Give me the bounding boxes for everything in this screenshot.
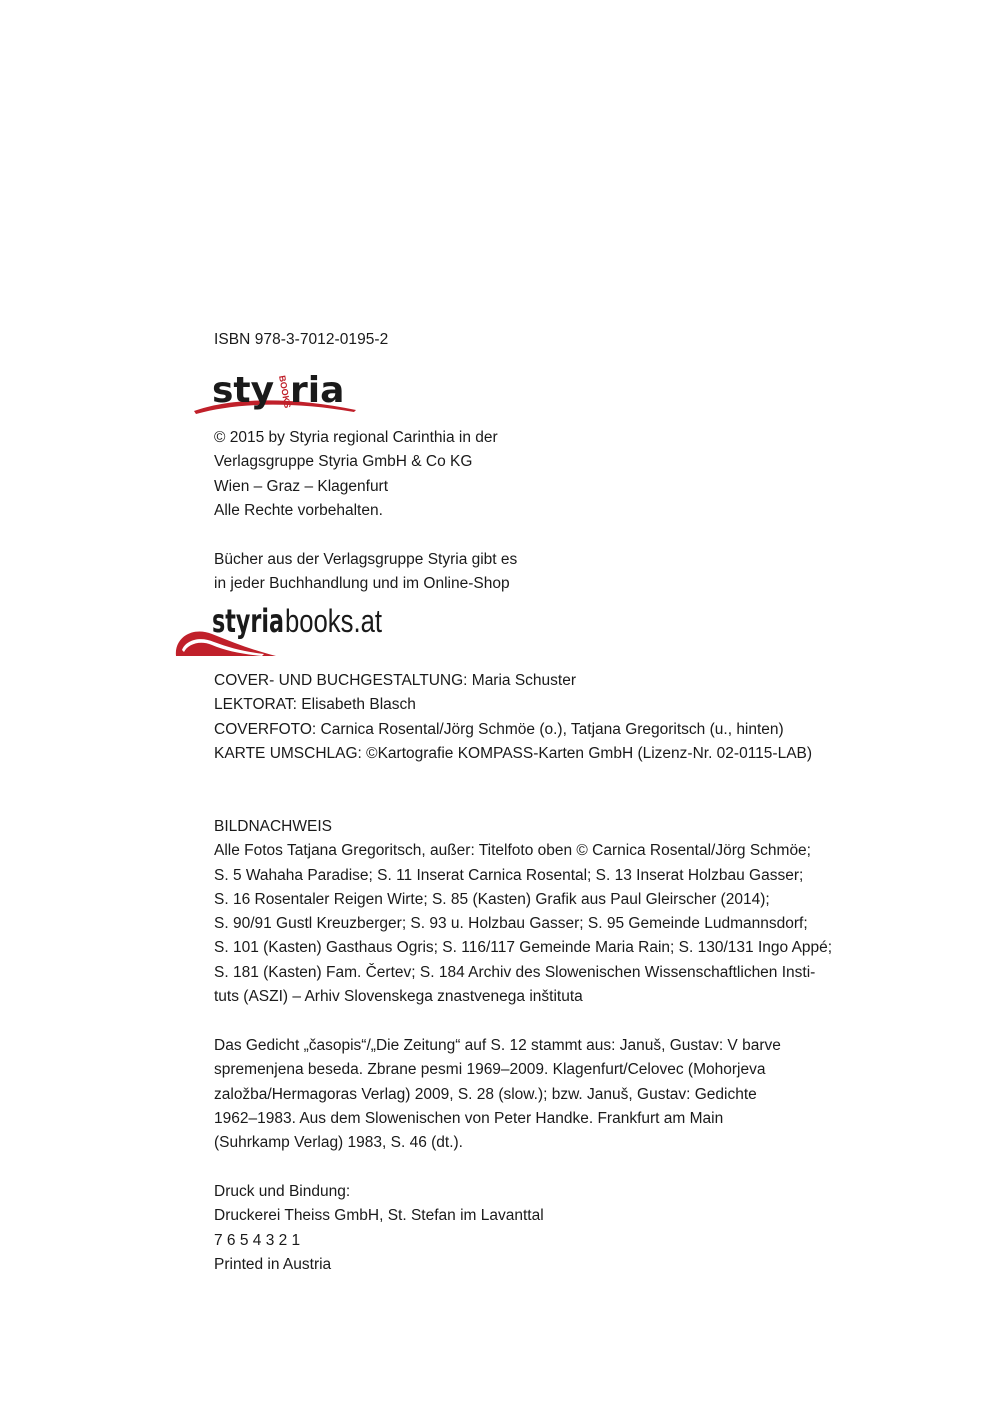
copyright-line: Alle Rechte vorbehalten.	[214, 501, 383, 519]
druck-line: 7 6 5 4 3 2 1	[214, 1231, 301, 1249]
logo-text-books-at: books.at	[285, 603, 383, 639]
druck-line: Druck und Bindung:	[214, 1183, 351, 1200]
styria-books-logo	[190, 368, 360, 418]
copyright-line: Wien – Graz – Klagenfurt	[214, 477, 389, 495]
bildnachweis-block	[214, 815, 832, 1009]
druck-block	[214, 1180, 544, 1277]
bildnachweis-line: S. 101 (Kasten) Gasthaus Ogris; S. 116/117 Gemeinde Maria Rain; S. 130/131 Ingo Appé;	[214, 939, 833, 957]
credits-line: COVER- UND BUCHGESTALTUNG: Maria Schuster	[214, 672, 577, 689]
styriabooks-at-logo	[172, 598, 392, 660]
shop-info-line: in jeder Buchhandlung und im Online-Shop	[214, 575, 510, 593]
logo-text-styria: styria	[212, 602, 284, 640]
druck-line: Druckerei Theiss GmbH, St. Stefan im Lavanttal	[214, 1207, 544, 1225]
gedicht-source-block	[214, 1034, 781, 1155]
shop-info-line: Bücher aus der Verlagsgruppe Styria gibt es	[214, 551, 518, 568]
bildnachweis-line: S. 5 Wahaha Paradise; S. 11 Inserat Carnica Rosental; S. 13 Inserat Holzbau Gasser;	[214, 866, 804, 884]
gedicht-line: (Suhrkamp Verlag) 1983, S. 46 (dt.).	[214, 1134, 463, 1152]
credits-block	[214, 669, 812, 766]
bildnachweis-line: S. 16 Rosentaler Reigen Wirte; S. 85 (Kasten) Grafik aus Paul Gleirscher (2014);	[214, 890, 770, 908]
shop-info-block	[214, 548, 517, 597]
credits-line: KARTE UMSCHLAG: ©Kartografie KOMPASS-Karten GmbH (Lizenz-Nr. 02-0115-LAB)	[214, 744, 813, 762]
druck-line: Printed in Austria	[214, 1255, 332, 1273]
logo-text-books: BOOKS	[277, 374, 293, 409]
bildnachweis-line: S. 181 (Kasten) Fam. Čertev; S. 184 Archiv des Slowenischen Wissenschaftlichen Insti-	[214, 963, 816, 981]
credits-line: LEKTORAT: Elisabeth Blasch	[214, 696, 416, 714]
logo-text-sty: sty	[212, 370, 275, 411]
isbn-line: ISBN 978-3-7012-0195-2	[214, 331, 389, 348]
gedicht-line: založba/Hermagoras Verlag) 2009, S. 28 (slow.); bzw. Januš, Gustav: Gedichte	[214, 1085, 757, 1103]
gedicht-line: 1962–1983. Aus dem Slowenischen von Peter Handke. Frankfurt am Main	[214, 1109, 724, 1127]
credits-line: COVERFOTO: Carnica Rosental/Jörg Schmöe (o.), Tatjana Gregoritsch (u., hinten)	[214, 720, 784, 738]
bildnachweis-line: Alle Fotos Tatjana Gregoritsch, außer: Titelfoto oben © Carnica Rosental/Jörg Schmöe;	[214, 842, 811, 860]
gedicht-line: Das Gedicht „časopis“/„Die Zeitung“ auf S. 12 stammt aus: Januš, Gustav: V barve	[214, 1037, 781, 1054]
copyright-block	[214, 426, 498, 523]
bildnachweis-line: S. 90/91 Gustl Kreuzberger; S. 93 u. Holzbau Gasser; S. 95 Gemeinde Ludmannsdorf;	[214, 915, 808, 933]
bildnachweis-heading: BILDNACHWEIS	[214, 818, 332, 835]
copyright-line: © 2015 by Styria regional Carinthia in der	[214, 429, 498, 446]
copyright-line: Verlagsgruppe Styria GmbH & Co KG	[214, 453, 473, 471]
bildnachweis-line: tuts (ASZI) – Arhiv Slovenskega znastvenega inštituta	[214, 988, 583, 1006]
gedicht-line: spremenjena beseda. Zbrane pesmi 1969–2009. Klagenfurt/Celovec (Mohorjeva	[214, 1061, 766, 1079]
logo-text-ria: ria	[290, 370, 345, 411]
